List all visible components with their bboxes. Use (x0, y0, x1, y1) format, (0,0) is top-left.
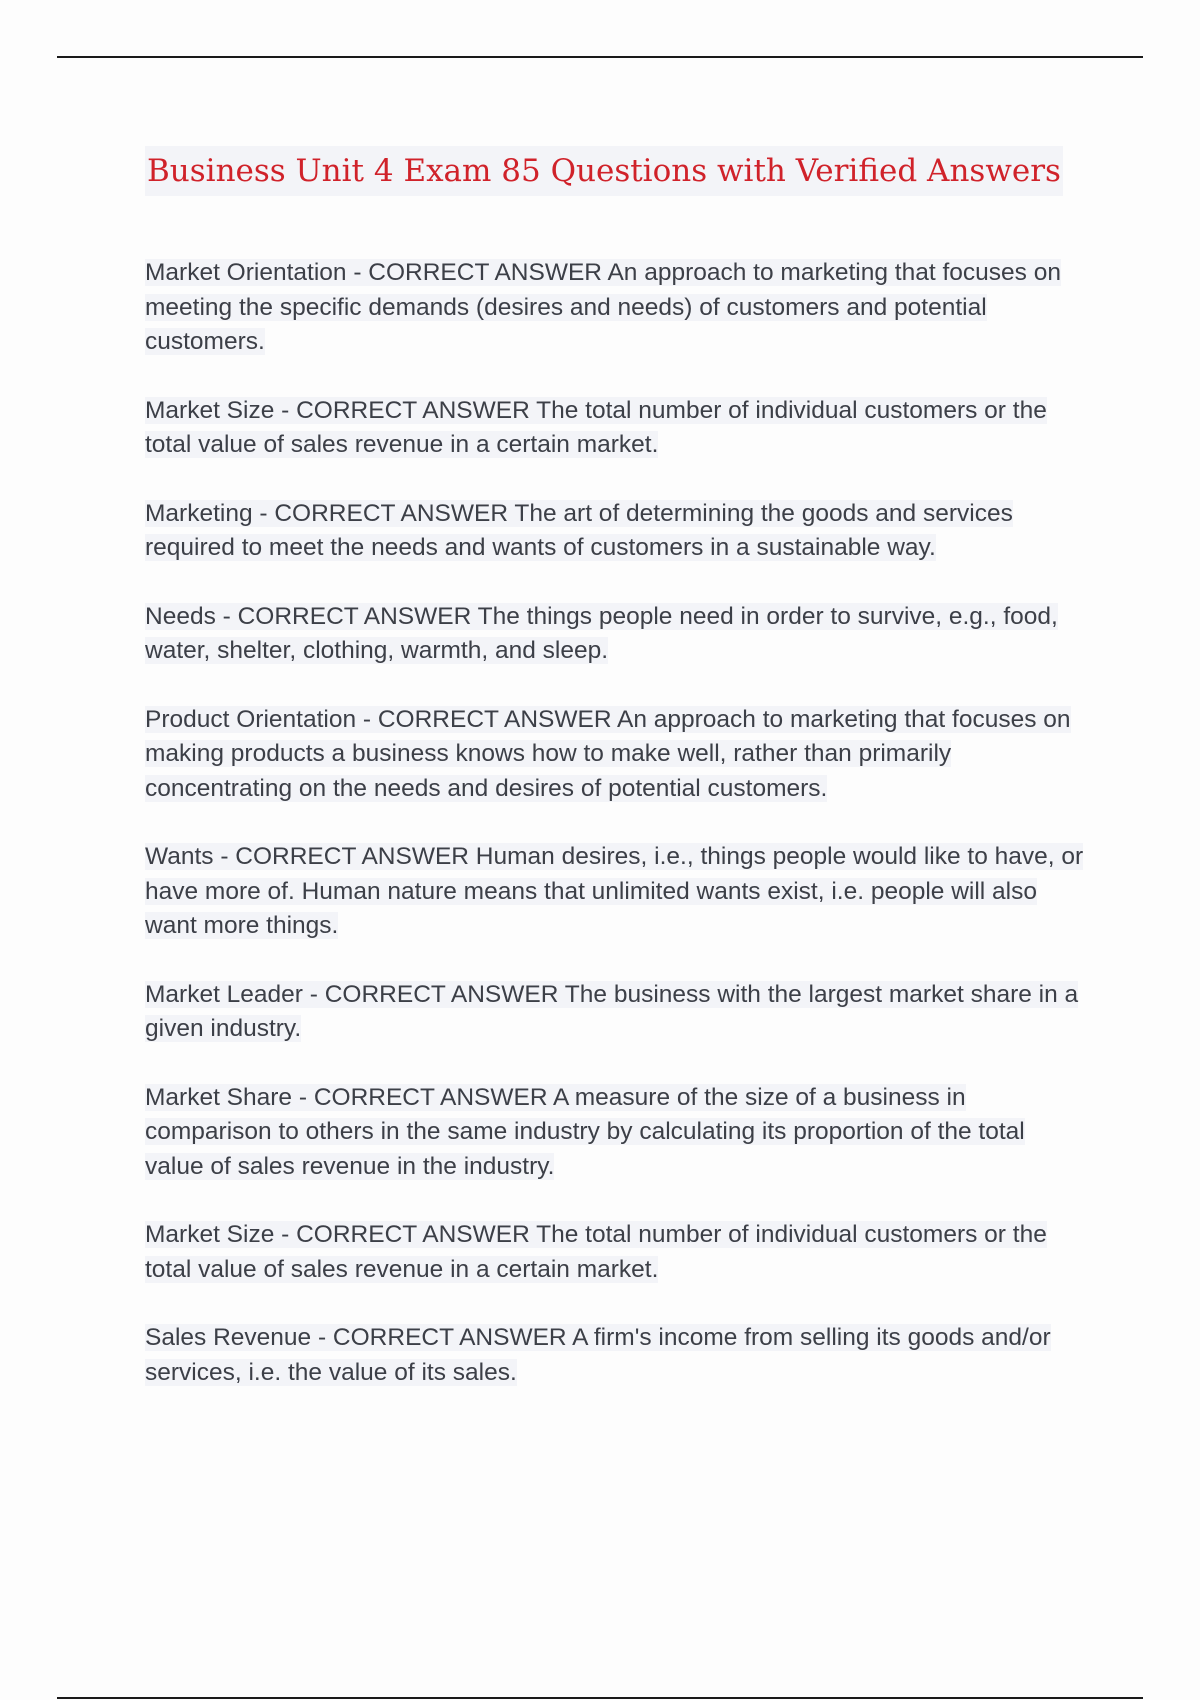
qa-entry-text: Needs - CORRECT ANSWER The things people need in order to survive, e.g., food, water, shelter, clothing, warmth, and sleep. (145, 602, 1058, 664)
qa-entry (145, 840, 1085, 944)
qa-entry-text: Market Orientation - CORRECT ANSWER An approach to marketing that focuses on meeting the specific demands (desires and needs) of customers and potential customers. (145, 259, 1061, 355)
qa-entry (145, 256, 1085, 360)
qa-entry (145, 703, 1085, 807)
qa-entry (145, 978, 1085, 1047)
document-title: Business Unit 4 Exam 85 Questions with Verified Answers (145, 146, 1063, 196)
qa-entry (145, 497, 1085, 566)
qa-entry-text: Product Orientation - CORRECT ANSWER An approach to marketing that focuses on making products a business knows how to make well, rather than primarily concentrating on the needs and desires of potential customers. (145, 705, 1071, 802)
qa-entry-text: Marketing - CORRECT ANSWER The art of determining the goods and services required to meet the needs and wants of customers in a sustainable way. (145, 499, 1013, 561)
qa-entry-text: Market Leader - CORRECT ANSWER The business with the largest market share in a given industry. (145, 980, 1079, 1042)
qa-entry-text: Wants - CORRECT ANSWER Human desires, i.e., things people would like to have, or have more of. Human nature means that unlimited wants exist, i.e. people will also want more things. (145, 843, 1084, 939)
qa-entry-text: Market Share - CORRECT ANSWER A measure of the size of a business in comparison to others in the same industry by calculating its proportion of the total value of sales revenue in the industry. (145, 1083, 1025, 1180)
bottom-divider (57, 1697, 1143, 1699)
qa-entry (145, 1218, 1085, 1287)
qa-entry (145, 1321, 1085, 1390)
qa-entry-text: Sales Revenue - CORRECT ANSWER A firm's income from selling its goods and/or services, i.e. the value of its sales. (145, 1324, 1051, 1386)
top-divider (57, 56, 1143, 58)
qa-entry-text: Market Size - CORRECT ANSWER The total number of individual customers or the total value of sales revenue in a certain market. (145, 1221, 1047, 1283)
qa-list (145, 256, 1085, 1424)
qa-entry (145, 1081, 1085, 1185)
qa-entry (145, 600, 1085, 669)
qa-entry-text: Market Size - CORRECT ANSWER The total number of individual customers or the total value of sales revenue in a certain market. (145, 396, 1047, 458)
qa-entry (145, 394, 1085, 463)
